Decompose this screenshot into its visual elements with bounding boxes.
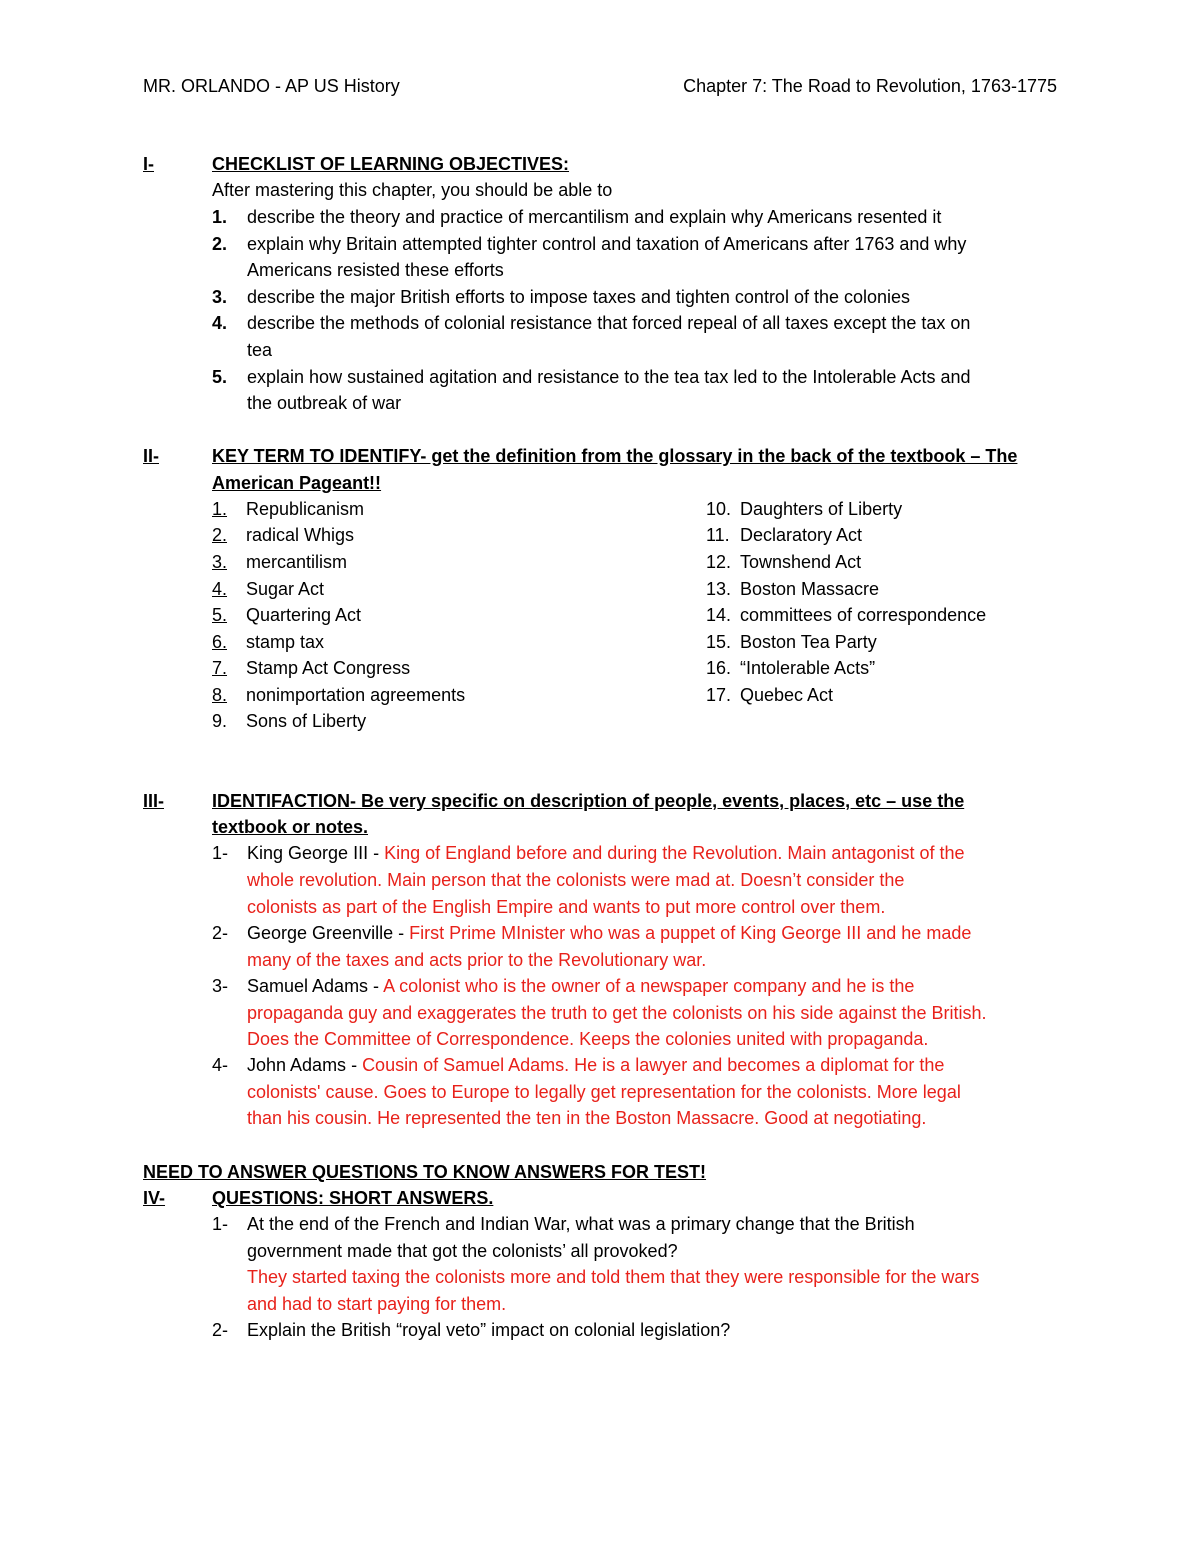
term-number: 17.	[706, 685, 732, 705]
term-number: 9.	[212, 711, 228, 731]
key-term	[706, 631, 877, 653]
identification-entry	[247, 922, 971, 944]
term-text: stamp tax	[246, 632, 325, 652]
objective-number: 1.	[212, 207, 228, 227]
identification-name: Samuel Adams -	[247, 976, 384, 996]
key-term	[706, 551, 861, 573]
key-term	[212, 551, 347, 573]
objective-text: explain how sustained agitation and resistance to the tea tax led to the Intolerable Acts and	[247, 367, 971, 387]
key-term	[212, 710, 366, 732]
identification-entry	[247, 1054, 944, 1076]
identification-answer: King of England before and during the Revolution. Main antagonist of the	[384, 843, 965, 863]
term-number: 14.	[706, 605, 732, 625]
key-term	[212, 524, 354, 546]
question-text: Explain the British “royal veto” impact on colonial legislation?	[247, 1320, 731, 1340]
term-number: 4.	[212, 579, 228, 599]
objective-number: 5.	[212, 367, 228, 387]
test-notice: NEED TO ANSWER QUESTIONS TO KNOW ANSWERS FOR TEST!	[143, 1162, 707, 1182]
identification-answer: First Prime MInister who was a puppet of King George III and he made	[409, 923, 972, 943]
term-text: Sugar Act	[246, 579, 325, 599]
term-text: radical Whigs	[246, 525, 355, 545]
key-term	[706, 524, 862, 546]
term-number: 1.	[212, 499, 228, 519]
term-number: 11.	[706, 525, 730, 545]
identification-answer: A colonist who is the owner of a newspaper company and he is the	[383, 976, 915, 996]
objective-text: the outbreak of war	[247, 393, 402, 413]
identification-answer: whole revolution. Main person that the colonists were mad at. Doesn’t consider the	[247, 870, 905, 890]
objective-text: tea	[247, 340, 273, 360]
term-number: 3.	[212, 552, 228, 572]
identification-number: 3-	[212, 976, 229, 996]
key-term	[212, 498, 364, 520]
term-text: Boston Tea Party	[740, 632, 877, 652]
question-text: government made that got the colonists’ all provoked?	[247, 1241, 678, 1261]
key-term	[706, 604, 986, 626]
key-term	[212, 631, 324, 653]
section1-label: I-	[143, 154, 154, 174]
identification-answer: Does the Committee of Correspondence. Keeps the colonies united with propaganda.	[247, 1029, 929, 1049]
key-term	[212, 604, 361, 626]
objective-text: describe the major British efforts to impose taxes and tighten control of the colonies	[247, 287, 911, 307]
term-text: Sons of Liberty	[246, 711, 367, 731]
term-number: 2.	[212, 525, 228, 545]
term-number: 16.	[706, 658, 732, 678]
objective-number: 3.	[212, 287, 228, 307]
key-term	[706, 578, 879, 600]
identification-answer: colonists' cause. Goes to Europe to legally get representation for the colonists. More legal	[247, 1082, 961, 1102]
term-text: Republicanism	[246, 499, 365, 519]
term-text: mercantilism	[246, 552, 348, 572]
key-term	[212, 684, 465, 706]
term-number: 12.	[706, 552, 732, 572]
term-number: 15.	[706, 632, 732, 652]
term-text: Boston Massacre	[740, 579, 880, 599]
answer-text: and had to start paying for them.	[247, 1294, 507, 1314]
term-number: 8.	[212, 685, 228, 705]
term-text: “Intolerable Acts”	[740, 658, 876, 678]
term-text: Daughters of Liberty	[740, 499, 903, 519]
term-text: Stamp Act Congress	[246, 658, 411, 678]
header-chapter: Chapter 7: The Road to Revolution, 1763-1775	[683, 76, 1057, 96]
term-text: Townshend Act	[740, 552, 862, 572]
identification-entry	[247, 842, 964, 864]
key-term	[706, 657, 875, 679]
key-term	[212, 578, 324, 600]
question-number: 1-	[212, 1214, 229, 1234]
term-number: 5.	[212, 605, 228, 625]
objective-text: describe the methods of colonial resistance that forced repeal of all taxes except the tax on	[247, 313, 971, 333]
objective-number: 4.	[212, 313, 228, 333]
identification-answer: propaganda guy and exaggerates the truth to get the colonists on his side against the British.	[247, 1003, 987, 1023]
term-text: Declaratory Act	[740, 525, 863, 545]
term-number: 10.	[706, 499, 732, 519]
identification-answer: than his cousin. He represented the ten in the Boston Massacre. Good at negotiating.	[247, 1108, 927, 1128]
section1-intro: After mastering this chapter, you should be able to	[212, 180, 613, 200]
term-text: Quebec Act	[740, 685, 834, 705]
identification-answer: many of the taxes and acts prior to the Revolutionary war.	[247, 950, 707, 970]
key-term	[212, 657, 410, 679]
objective-number: 2.	[212, 234, 228, 254]
identification-number: 4-	[212, 1055, 229, 1075]
section3-title: IDENTIFACTION- Be very specific on description of people, events, places, etc – use the	[212, 791, 965, 811]
identification-number: 2-	[212, 923, 229, 943]
header-course: MR. ORLANDO - AP US History	[143, 76, 400, 96]
section4-label: IV-	[143, 1188, 166, 1208]
key-term	[706, 684, 833, 706]
section3-title-cont: textbook or notes.	[212, 817, 369, 837]
identification-name: King George III -	[247, 843, 385, 863]
section1-title: CHECKLIST OF LEARNING OBJECTIVES:	[212, 154, 570, 174]
section3-label: III-	[143, 791, 164, 811]
key-term	[706, 498, 902, 520]
term-number: 7.	[212, 658, 228, 678]
term-text: committees of correspondence	[740, 605, 987, 625]
section2-label: II-	[143, 446, 159, 466]
term-text: nonimportation agreements	[246, 685, 466, 705]
term-text: Quartering Act	[246, 605, 362, 625]
identification-answer: Cousin of Samuel Adams. He is a lawyer and becomes a diplomat for the	[362, 1055, 945, 1075]
objective-text: Americans resisted these efforts	[247, 260, 504, 280]
term-number: 6.	[212, 632, 228, 652]
objective-text: describe the theory and practice of mercantilism and explain why Americans resented it	[247, 207, 942, 227]
identification-answer: colonists as part of the English Empire and wants to put more control over them.	[247, 897, 886, 917]
identification-name: John Adams -	[247, 1055, 363, 1075]
term-number: 13.	[706, 579, 732, 599]
question-number: 2-	[212, 1320, 229, 1340]
identification-name: George Greenville -	[247, 923, 410, 943]
identification-number: 1-	[212, 843, 229, 863]
objective-text: explain why Britain attempted tighter control and taxation of Americans after 1763 and why	[247, 234, 967, 254]
section2-title-cont: American Pageant!!	[212, 473, 382, 493]
question-text: At the end of the French and Indian War, what was a primary change that the British	[247, 1214, 915, 1234]
section4-title: QUESTIONS: SHORT ANSWERS.	[212, 1188, 494, 1208]
identification-entry	[247, 975, 914, 997]
answer-text: They started taxing the colonists more and told them that they were responsible for the wars	[247, 1267, 980, 1287]
section2-title: KEY TERM TO IDENTIFY- get the definition from the glossary in the back of the textbook – The	[212, 446, 1018, 466]
